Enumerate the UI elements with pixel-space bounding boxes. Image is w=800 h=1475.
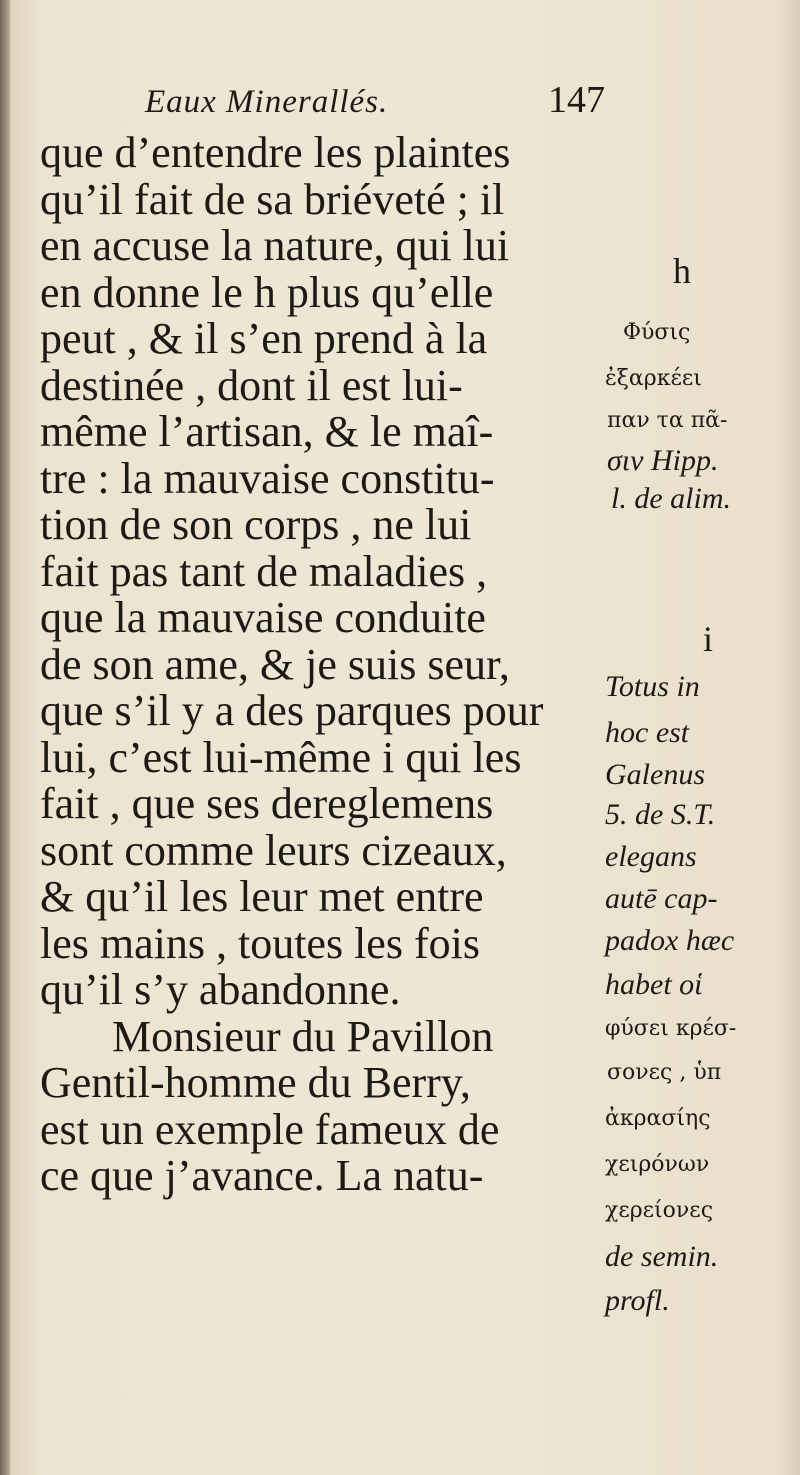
text-line: tion de son corps , ne lui	[40, 500, 472, 549]
text-line: que s’il y a des parques pour	[40, 686, 544, 735]
text-line: sont comme leurs cizeaux,	[40, 825, 507, 875]
margin-note: de semin.	[605, 1240, 719, 1273]
margin-note: autē cap-	[605, 882, 718, 915]
margin-note: ἀκρασίης	[605, 1106, 711, 1131]
main-text-block	[40, 130, 605, 1200]
text-line: en accuse la nature, qui lui	[40, 221, 510, 270]
text-line: fait pas tant de maladies ,	[40, 546, 488, 596]
margin-note: l. de alim.	[611, 482, 731, 515]
text-line: est un exemple fameux de	[40, 1104, 500, 1154]
text-line: lui, c’est lui-même i qui les	[40, 732, 522, 782]
margin-note: φύσει κρέσ-	[605, 1016, 737, 1041]
text-line: que d’entendre les plaintes	[40, 128, 511, 177]
margin-note: hoc est	[605, 716, 690, 749]
margin-note: σιν Hipp.	[607, 444, 719, 477]
margin-note: profl.	[605, 1284, 670, 1317]
page-number: 147	[548, 79, 605, 121]
text-line: & qu’il les leur met entre	[40, 872, 484, 921]
margin-note: Totus in	[605, 670, 700, 703]
text-line: tre : la mauvaise constitu-	[40, 453, 495, 503]
text-line: que la mauvaise conduite	[40, 593, 486, 642]
text-line-paragraph-start: Monsieur du Pavillon	[112, 1011, 494, 1061]
text-line: même l’artisan, & le maî-	[40, 407, 494, 456]
margin-note: 5. de S.T.	[605, 798, 716, 831]
running-head: Eaux Minerallés.	[145, 84, 389, 120]
text-line: qu’il fait de sa briéveté ; il	[40, 174, 505, 224]
text-line: de son ame, & je suis seur,	[40, 639, 510, 689]
text-line: les mains , toutes les fois	[40, 918, 480, 968]
margin-note: σονες , ὑπ	[607, 1060, 722, 1085]
margin-note: Φύσις	[623, 320, 691, 345]
note-marker-i: i	[703, 619, 714, 659]
margin-note: habet οἱ	[605, 968, 703, 1001]
margin-note: elegans	[605, 840, 697, 873]
text-line: Gentil-homme du Berry,	[40, 1058, 471, 1107]
page-header	[145, 78, 605, 128]
margin-note: ἐξαρκέει	[605, 366, 702, 391]
text-line: qu’il s’y abandonne.	[40, 965, 401, 1014]
text-line: destinée , dont il est lui-	[40, 360, 463, 410]
margin-note: Galenus	[605, 758, 705, 791]
text-line: en donne le h plus qu’elle	[40, 267, 494, 317]
text-line: peut , & il s’en prend à la	[40, 314, 488, 363]
note-marker-h: h	[673, 251, 691, 291]
margin-note: χερείονες	[605, 1198, 714, 1223]
text-line: ce que j’avance. La natu-	[40, 1151, 484, 1200]
text-line: fait , que ses dereglemens	[40, 779, 494, 828]
margin-note: παν τα πᾶ-	[607, 408, 728, 433]
margin-note: χειρόνων	[605, 1152, 710, 1177]
book-spine-edge	[0, 0, 10, 1475]
margin-note: padox hæc	[605, 924, 735, 957]
